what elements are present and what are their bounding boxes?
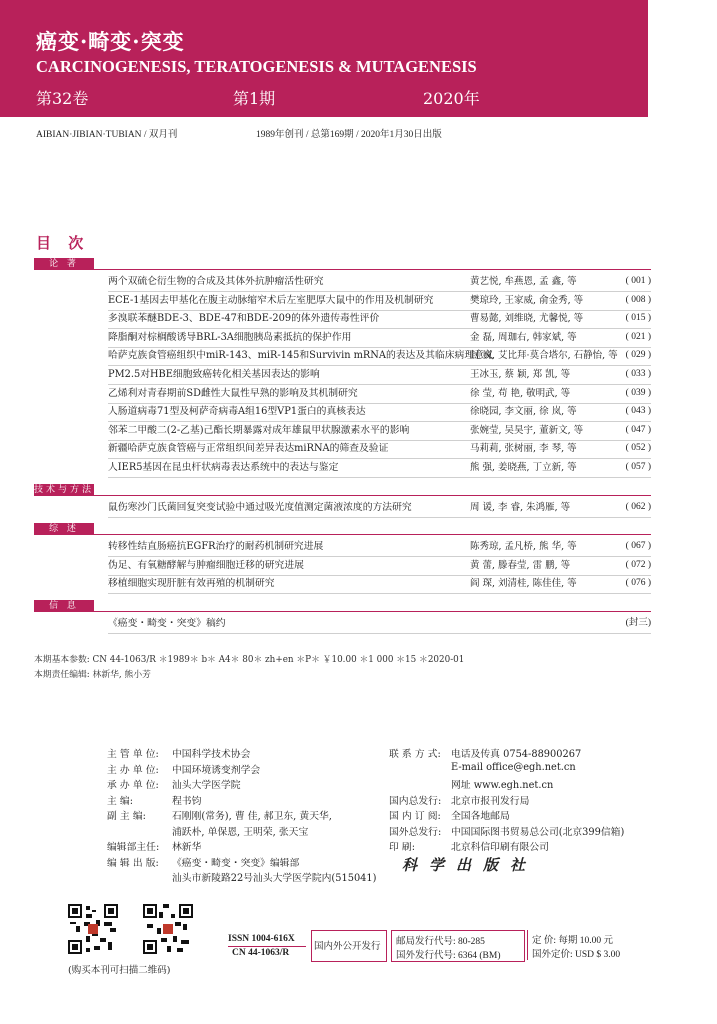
info-label: 承 办 单 位: bbox=[107, 780, 159, 791]
article-page: ( 033 ) bbox=[625, 369, 651, 379]
info-label: 国 内 订 阅: bbox=[389, 811, 441, 822]
toc-row[interactable] bbox=[108, 422, 651, 441]
toc-row[interactable] bbox=[108, 557, 651, 576]
toc-row[interactable] bbox=[108, 440, 651, 459]
article-page: ( 072 ) bbox=[625, 559, 651, 570]
toc-row[interactable] bbox=[108, 575, 651, 594]
article-title: 转移性结直肠癌抗EGFR治疗的耐药机制研究进展 bbox=[108, 541, 324, 553]
article-authors: 徐晓园, 李文丽, 徐 岚, 等 bbox=[470, 406, 577, 418]
article-title: 邻苯二甲酸二(2-乙基)己酯长期暴露对成年雄鼠甲状腺激素水平的影响 bbox=[108, 424, 410, 436]
journal-cn-title: 癌变·畸变·突变 bbox=[36, 29, 185, 54]
article-page: ( 062 ) bbox=[625, 501, 651, 512]
postal-box bbox=[391, 930, 525, 962]
qr-code-2[interactable] bbox=[143, 904, 193, 954]
info-value: E-mail office@egh.net.cn bbox=[451, 761, 576, 773]
article-page: ( 047 ) bbox=[625, 424, 651, 435]
info-value: 北京科信印刷有限公司 bbox=[451, 842, 549, 853]
article-page: ( 052 ) bbox=[625, 443, 651, 454]
article-page: ( 057 ) bbox=[625, 462, 651, 472]
issue-parameters: 本期基本参数: CN 44-1063/R ＊1989＊ b＊ A4＊ 80＊ zh+en ＊P＊ ￥10.00 ＊1 000 ＊15 ＊2020-01 bbox=[34, 655, 465, 665]
toc-row[interactable] bbox=[108, 273, 651, 292]
info-value: 《癌变・畸变・突变》编辑部 bbox=[172, 857, 300, 869]
article-authors: 封 巍, 艾比拜·莫合塔尔, 石静怡, 等 bbox=[470, 350, 618, 362]
journal-en-title: CARCINOGENESIS, TERATOGENESIS & MUTAGENESIS bbox=[36, 57, 477, 76]
article-authors: 马莉莉, 张树丽, 李 琴, 等 bbox=[470, 443, 577, 455]
section-label: 信 息 bbox=[34, 600, 94, 612]
article-page: ( 021 ) bbox=[625, 331, 651, 342]
article-authors: 黄 蕾, 滕春莹, 雷 鹏, 等 bbox=[470, 559, 571, 571]
toc-row[interactable] bbox=[108, 366, 651, 385]
pubinfo-left: AIBIAN·JIBIAN·TUBIAN / 双月刊 bbox=[36, 130, 178, 140]
toc-heading: 目 次 bbox=[36, 234, 90, 252]
toc-row[interactable] bbox=[108, 385, 651, 404]
volume-label: 第32卷 bbox=[36, 89, 89, 108]
info-label: 印 刷: bbox=[389, 842, 416, 853]
article-title: 伪足、有氧糖酵解与肿瘤细胞迁移的研究进展 bbox=[108, 559, 304, 571]
section-label: 综 述 bbox=[34, 523, 94, 535]
section-label: 技术与方法 bbox=[34, 484, 95, 495]
article-title: 哈萨克族食管癌组织中miR-143、miR-145和Survivin mRNA的表达及其临床病理意义 bbox=[108, 350, 494, 362]
header-banner bbox=[0, 0, 648, 117]
info-value: 中国科学技术协会 bbox=[172, 749, 251, 760]
info-value: 中国国际图书贸易总公司(北京399信箱) bbox=[451, 826, 625, 838]
info-label: 副 主 编: bbox=[107, 811, 146, 822]
info-label: 主 管 单 位: bbox=[107, 749, 159, 760]
info-label: 编辑部主任: bbox=[107, 842, 160, 853]
article-authors: 王冰玉, 蔡 颖, 郑 凯, 等 bbox=[470, 369, 571, 380]
toc-row[interactable] bbox=[108, 347, 651, 366]
article-authors: 金 磊, 周珈右, 韩家斌, 等 bbox=[470, 331, 577, 343]
section-divider bbox=[34, 534, 651, 535]
info-value: 石刚刚(常务), 曹 佳, 郝卫东, 黄天华, bbox=[172, 811, 332, 822]
info-label: 国内总发行: bbox=[389, 795, 442, 807]
article-title: 移植细胞实现肝脏有效再殖的机制研究 bbox=[108, 578, 275, 590]
price-box bbox=[527, 930, 636, 960]
cn-number: CN 44-1063/R bbox=[232, 948, 290, 958]
info-value: 汕头大学医学院 bbox=[172, 780, 241, 791]
info-label: 编 辑 出 版: bbox=[107, 857, 159, 869]
distribution-label: 国内外公开发行 bbox=[314, 942, 381, 952]
toc-row[interactable] bbox=[108, 292, 651, 311]
article-page: (封三) bbox=[625, 618, 651, 628]
article-title: 鼠伤寒沙门氏菌回复突变试验中通过吸光度值测定菌液浓度的方法研究 bbox=[108, 501, 412, 513]
section-divider bbox=[34, 495, 651, 496]
issue-label: 第1期 bbox=[233, 89, 276, 108]
section-divider bbox=[34, 269, 651, 270]
postal-code-foreign: 国外发行代号: 6364 (BM) bbox=[396, 951, 501, 961]
article-title: 两个双硫仑衍生物的合成及其体外抗肿瘤活性研究 bbox=[108, 276, 324, 287]
info-value: 程书钧 bbox=[172, 795, 202, 807]
article-title: 新疆哈萨克族食管癌与正常组织间差异表达miRNA的筛查及验证 bbox=[108, 443, 389, 455]
qr-code-1[interactable] bbox=[68, 904, 118, 954]
qr-caption: (购买本刊可扫描二维码) bbox=[68, 965, 171, 976]
info-value: 汕头市新陵路22号汕头大学医学院内(515041) bbox=[172, 873, 377, 884]
info-value: 中国环境诱变剂学会 bbox=[172, 764, 261, 776]
article-authors: 周 谖, 李 睿, 朱鸿雁, 等 bbox=[470, 501, 571, 513]
year-label: 2020年 bbox=[423, 89, 480, 108]
price-foreign: 国外定价: USD $ 3.00 bbox=[532, 950, 621, 960]
info-value: 林新华 bbox=[172, 842, 202, 853]
article-page: ( 039 ) bbox=[625, 387, 651, 398]
info-value: 北京市报刊发行局 bbox=[451, 795, 530, 807]
publisher-seal: 科学出版社 bbox=[402, 856, 538, 874]
article-title: PM2.5对HBE细胞致癌转化相关基因表达的影响 bbox=[108, 369, 320, 380]
issn-number: ISSN 1004-616X bbox=[228, 934, 295, 944]
postal-code-domestic: 邮局发行代号: 80-285 bbox=[396, 937, 485, 947]
article-authors: 黄艺悦, 牟燕恩, 孟 鑫, 等 bbox=[470, 276, 577, 287]
article-title: 人IER5基因在昆虫杆状病毒表达系统中的表达与鉴定 bbox=[108, 462, 339, 473]
info-label: 主 办 单 位: bbox=[107, 764, 159, 776]
article-title: 人肠道病毒71型及柯萨奇病毒A组16型VP1蛋白的真核表达 bbox=[108, 406, 366, 418]
article-title: 《癌变・畸变・突变》稿约 bbox=[108, 618, 226, 629]
info-value: 全国各地邮局 bbox=[451, 811, 510, 822]
article-page: ( 001 ) bbox=[625, 276, 651, 286]
info-value: 浦跃朴, 单保恩, 王明荣, 张天宝 bbox=[172, 826, 309, 838]
article-title: ECE-1基因去甲基化在腹主动脉缩窄术后左室肥厚大鼠中的作用及机制研究 bbox=[108, 294, 434, 306]
article-page: ( 029 ) bbox=[625, 350, 651, 361]
toc-row[interactable] bbox=[108, 499, 651, 518]
article-authors: 樊琼玲, 王家威, 俞金秀, 等 bbox=[470, 294, 584, 306]
pubinfo-right: 1989年创刊 / 总第169期 / 2020年1月30日出版 bbox=[256, 130, 442, 140]
toc-row[interactable] bbox=[108, 459, 651, 478]
article-authors: 阎 琛, 刘清桂, 陈佳佳, 等 bbox=[470, 578, 577, 590]
info-value: 网址 www.egh.net.cn bbox=[451, 780, 554, 791]
info-label: 主 编: bbox=[107, 795, 134, 807]
article-authors: 熊 强, 姜晓燕, 丁立新, 等 bbox=[470, 462, 577, 473]
article-page: ( 008 ) bbox=[625, 294, 651, 305]
info-label: 联 系 方 式: bbox=[389, 749, 441, 760]
toc-row[interactable] bbox=[108, 538, 651, 557]
section-label: 论 著 bbox=[34, 258, 94, 270]
info-value: 电话及传真 0754-88900267 bbox=[451, 749, 582, 760]
article-page: ( 043 ) bbox=[625, 406, 651, 417]
toc-row[interactable] bbox=[108, 310, 651, 329]
issn-divider bbox=[228, 946, 306, 947]
article-page: ( 076 ) bbox=[625, 578, 651, 589]
article-authors: 曹易懿, 刘维晓, 尤馨悦, 等 bbox=[470, 313, 584, 325]
toc-row[interactable] bbox=[108, 615, 651, 634]
section-divider bbox=[34, 611, 651, 612]
article-authors: 徐 莹, 苟 艳, 敬明武, 等 bbox=[470, 387, 571, 399]
responsible-editors: 本期责任编辑: 林新华, 熊小芳 bbox=[34, 670, 151, 680]
article-title: 多溴联苯醚BDE-3、BDE-47和BDE-209的体外遗传毒性评价 bbox=[108, 313, 380, 325]
toc-row[interactable] bbox=[108, 403, 651, 422]
article-page: ( 015 ) bbox=[625, 313, 651, 324]
distribution-box bbox=[311, 930, 387, 962]
article-page: ( 067 ) bbox=[625, 541, 651, 552]
article-title: 乙烯利对青春期前SD雌性大鼠性早熟的影响及其机制研究 bbox=[108, 387, 358, 399]
article-authors: 张婉莹, 吴昊宇, 董新文, 等 bbox=[470, 424, 584, 436]
article-title: 降脂酮对棕榈酸诱导BRL-3A细胞胰岛素抵抗的保护作用 bbox=[108, 331, 352, 343]
toc-row[interactable] bbox=[108, 329, 651, 348]
info-label: 国外总发行: bbox=[389, 826, 442, 838]
price-domestic: 定 价: 每期 10.00 元 bbox=[532, 936, 614, 946]
article-authors: 陈秀琼, 孟凡桥, 熊 华, 等 bbox=[470, 541, 577, 553]
